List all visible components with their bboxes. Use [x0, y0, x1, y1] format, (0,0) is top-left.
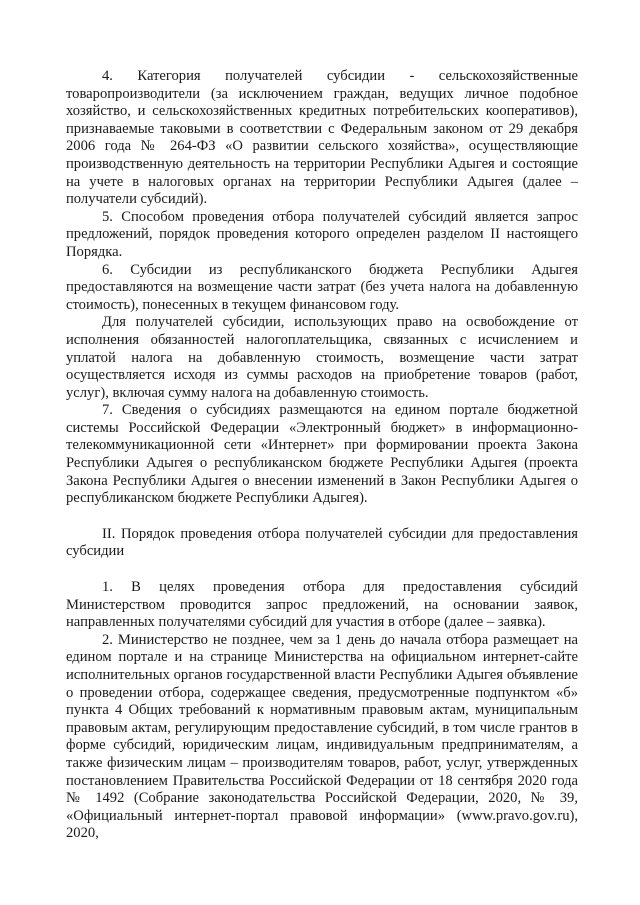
paragraph-item-5: 5. Способом проведения отбора получателей субсидий является запрос предложений, порядок проведения которого определен разделом II настоящего Порядка. [66, 208, 578, 260]
document-page [66, 68, 578, 843]
section-2-heading: II. Порядок проведения отбора получателей субсидии для предоставления субсидии [66, 525, 578, 560]
paragraph-item-4: 4. Категория получателей субсидии - сельскохозяйственные товаропроизводители (за исключением граждан, ведущих личное подобное хозяйство, и сельскохозяйственных кредитных потребительских кооперативов), признаваемые таковыми в соответствии с Федеральным законом от 29 декабря 2006 года № 264-ФЗ «О развитии сельского хозяйства», осуществляющие производственную деятельность на территории Республики Адыгея и состоящие на учете в налоговых органах на территории Республики Адыгея (далее – получатели субсидий). [66, 68, 578, 208]
paragraph-item-7: 7. Сведения о субсидиях размещаются на едином портале бюджетной системы Российской Федерации «Электронный бюджет» в информационно-телекоммуникационной сети «Интернет» при формировании проекта Закона Республики Адыгея о республиканском бюджете Республики Адыгея (проекта Закона Республики Адыгея о внесении изменений в Закон Республики Адыгея о республиканском бюджете Республики Адыгея). [66, 402, 578, 507]
section-spacer [66, 508, 578, 526]
paragraph-section2-item-2: 2. Министерство не позднее, чем за 1 день до начала отбора размещает на едином портале и на странице Министерства на официальном интернет-сайте исполнительных органов государственной власти Республики Адыгея объявление о проведении отбора, содержащее сведения, предусмотренные подпунктом «б» пункта 4 Общих требований к нормативным правовым актам, муниципальным правовым актам, регулирующим предоставление субсидий, в том числе грантов в форме субсидий, юридическим лицам, индивидуальным предпринимателям, а также физическим лицам – производителям товаров, работ, услуг, утвержденных постановлением Правительства Российской Федерации от 18 сентября 2020 года № 1492 (Собрание законодательства Российской Федерации, 2020, № 39, «Официальный интернет-портал правовой информации» (www.pravo.gov.ru), 2020, [66, 631, 578, 842]
paragraph-item-6: 6. Субсидии из республиканского бюджета Республики Адыгея предоставляются на возмещение части затрат (без учета налога на добавленную стоимость), понесенных в текущем финансовом году. [66, 261, 578, 313]
paragraph-vat-exemption: Для получателей субсидии, использующих право на освобождение от исполнения обязанностей налогоплательщика, связанных с исчислением и уплатой налога на добавленную стоимость, возмещение части затрат осуществляется исходя из суммы расходов на приобретение товаров (работ, услуг), включая сумму налога на добавленную стоимость. [66, 314, 578, 401]
section-spacer [66, 561, 578, 579]
paragraph-section2-item-1: 1. В целях проведения отбора для предоставления субсидий Министерством проводится запрос предложений, на основании заявок, направленных получателями субсидий для участия в отборе (далее – заявка). [66, 579, 578, 631]
